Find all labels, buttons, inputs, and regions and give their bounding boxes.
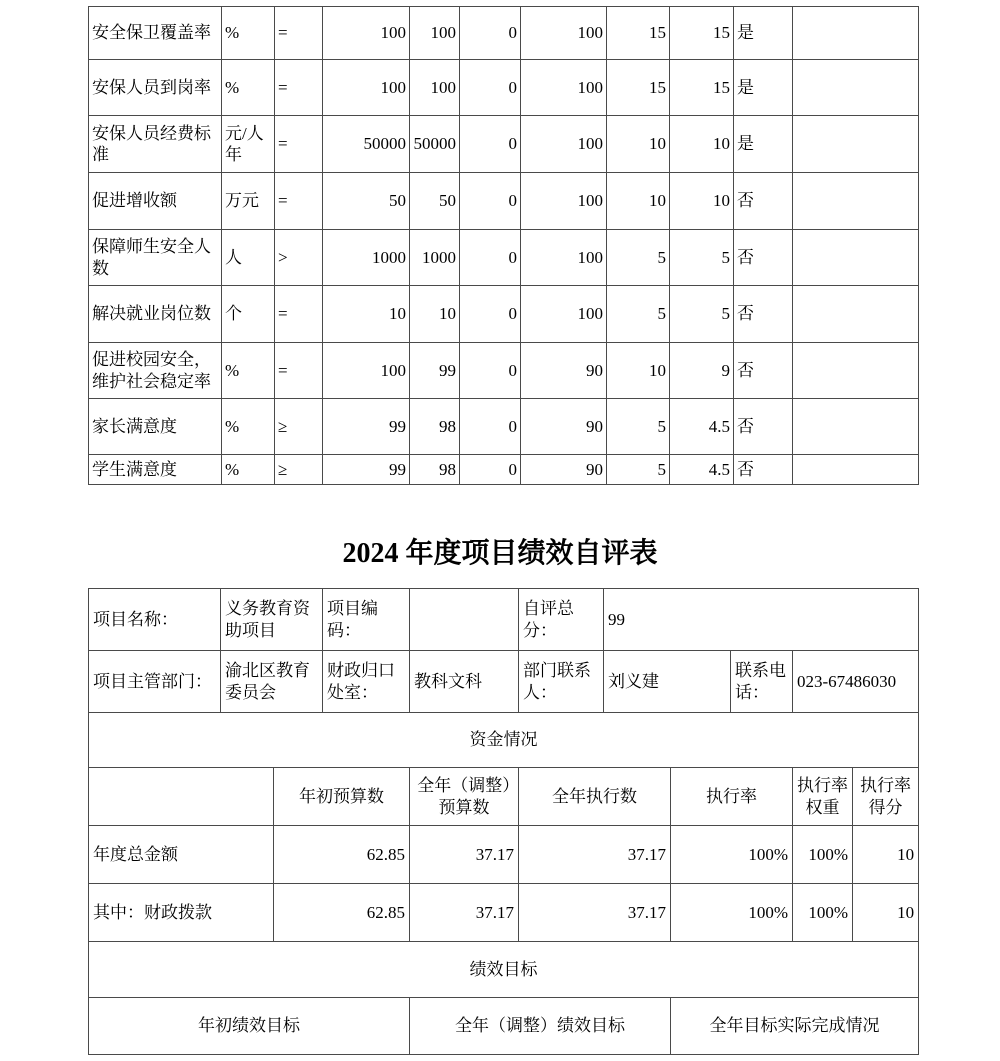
indicator-cell: 否: [734, 286, 793, 343]
performance-header-initial: 年初绩效目标: [89, 998, 410, 1055]
indicator-cell: 15: [670, 7, 734, 60]
indicator-cell: [793, 230, 919, 286]
indicator-cell: 4.5: [670, 455, 734, 485]
indicator-row: [89, 116, 919, 173]
indicator-cell: 98: [410, 399, 460, 455]
indicator-cell: 1000: [323, 230, 410, 286]
dept-label: 项目主管部门：: [89, 651, 221, 713]
indicator-cell: 100: [410, 60, 460, 116]
funding-header-rate-weight: 执行率权重: [793, 768, 853, 826]
indicator-cell: 5: [607, 230, 670, 286]
indicator-cell: 100: [323, 7, 410, 60]
funding-header-exec-rate: 执行率: [671, 768, 793, 826]
indicator-cell: 否: [734, 455, 793, 485]
contact-label: 部门联系人：: [519, 651, 604, 713]
funding-cell: 62.85: [274, 826, 410, 884]
project-row: [89, 589, 919, 651]
funding-section-row: [89, 713, 919, 768]
funding-fiscal-row: [89, 884, 919, 942]
indicator-cell: 9: [670, 343, 734, 399]
funding-cell: 37.17: [410, 826, 519, 884]
indicator-cell: =: [275, 286, 323, 343]
contact-value: 刘义建: [604, 651, 731, 713]
funding-cell: 37.17: [519, 826, 671, 884]
dept-value: 渝北区教育委员会: [221, 651, 323, 713]
indicator-cell: 1000: [410, 230, 460, 286]
funding-cell: 37.17: [410, 884, 519, 942]
indicator-cell: 是: [734, 7, 793, 60]
funding-header-rate-score: 执行率得分: [853, 768, 919, 826]
indicator-cell: 0: [460, 116, 521, 173]
indicator-row: [89, 399, 919, 455]
indicator-cell: =: [275, 343, 323, 399]
indicator-cell: 5: [670, 286, 734, 343]
indicator-cell: 100: [410, 7, 460, 60]
indicator-row: [89, 286, 919, 343]
funding-cell: 62.85: [274, 884, 410, 942]
indicator-score-table: [88, 6, 919, 485]
phone-value: 023-67486030: [793, 651, 919, 713]
funding-cell: 100%: [793, 826, 853, 884]
finance-office-label: 财政归口处室：: [323, 651, 410, 713]
indicator-cell: 15: [607, 7, 670, 60]
indicator-cell: 90: [521, 399, 607, 455]
indicator-cell: [793, 286, 919, 343]
indicator-cell: 0: [460, 455, 521, 485]
indicator-row: [89, 60, 919, 116]
indicator-cell: 个: [222, 286, 275, 343]
funding-cell: 100%: [671, 884, 793, 942]
self-score-value: 99: [604, 589, 919, 651]
indicator-cell: 99: [323, 455, 410, 485]
indicator-row: [89, 230, 919, 286]
funding-header-initial-budget: 年初预算数: [274, 768, 410, 826]
indicator-cell: =: [275, 7, 323, 60]
indicator-cell: [793, 7, 919, 60]
indicator-cell: 安全保卫覆盖率: [89, 7, 222, 60]
indicator-cell: 0: [460, 230, 521, 286]
self-eval-table: [88, 588, 919, 1055]
dept-row: [89, 651, 919, 713]
indicator-cell: 90: [521, 343, 607, 399]
indicator-cell: 15: [607, 60, 670, 116]
indicator-cell: ≥: [275, 455, 323, 485]
indicator-cell: 安保人员经费标准: [89, 116, 222, 173]
indicator-cell: 50000: [410, 116, 460, 173]
indicator-cell: 0: [460, 286, 521, 343]
indicator-cell: 10: [323, 286, 410, 343]
indicator-cell: 促进增收额: [89, 173, 222, 230]
indicator-cell: 万元: [222, 173, 275, 230]
indicator-cell: 安保人员到岗率: [89, 60, 222, 116]
indicator-cell: 100: [323, 60, 410, 116]
performance-section-title: 绩效目标: [89, 942, 919, 998]
indicator-cell: %: [222, 7, 275, 60]
funding-cell: 37.17: [519, 884, 671, 942]
self-score-label: 自评总分：: [519, 589, 604, 651]
indicator-cell: 15: [670, 60, 734, 116]
indicator-row: [89, 455, 919, 485]
indicator-cell: 100: [323, 343, 410, 399]
indicator-cell: 5: [607, 399, 670, 455]
indicator-cell: 100: [521, 7, 607, 60]
indicator-cell: 4.5: [670, 399, 734, 455]
indicator-cell: 家长满意度: [89, 399, 222, 455]
indicator-cell: 99: [410, 343, 460, 399]
indicator-cell: 保障师生安全人数: [89, 230, 222, 286]
funding-total-row: [89, 826, 919, 884]
indicator-cell: 否: [734, 230, 793, 286]
indicator-cell: 100: [521, 173, 607, 230]
indicator-cell: [793, 60, 919, 116]
performance-section-row: [89, 942, 919, 998]
finance-office-value: 教科文科: [410, 651, 519, 713]
indicator-row: [89, 343, 919, 399]
project-name-label: 项目名称：: [89, 589, 221, 651]
indicator-cell: 元/人年: [222, 116, 275, 173]
page-title: 2024 年度项目绩效自评表: [342, 538, 658, 569]
indicator-cell: [793, 343, 919, 399]
indicator-cell: 5: [670, 230, 734, 286]
indicator-cell: 100: [521, 286, 607, 343]
indicator-cell: 90: [521, 455, 607, 485]
indicator-cell: 人: [222, 230, 275, 286]
indicator-cell: 10: [410, 286, 460, 343]
funding-row-label: 其中：财政拨款: [89, 884, 274, 942]
indicator-cell: [793, 116, 919, 173]
project-name-value: 义务教育资助项目: [221, 589, 323, 651]
indicator-cell: 促进校园安全，维护社会稳定率: [89, 343, 222, 399]
indicator-cell: 5: [607, 455, 670, 485]
indicator-cell: 50: [323, 173, 410, 230]
funding-section-title: 资金情况: [89, 713, 919, 768]
funding-cell: 10: [853, 826, 919, 884]
indicator-cell: 5: [607, 286, 670, 343]
performance-header-row: [89, 998, 919, 1055]
indicator-cell: [793, 455, 919, 485]
project-code-label: 项目编码：: [323, 589, 410, 651]
performance-header-adjusted: 全年（调整）绩效目标: [410, 998, 671, 1055]
indicator-cell: 10: [670, 116, 734, 173]
indicator-cell: =: [275, 173, 323, 230]
indicator-cell: 是: [734, 60, 793, 116]
funding-header-executed: 全年执行数: [519, 768, 671, 826]
funding-header-adjusted-budget: 全年（调整）预算数: [410, 768, 519, 826]
indicator-cell: [793, 173, 919, 230]
indicator-cell: 10: [607, 173, 670, 230]
indicator-cell: 100: [521, 60, 607, 116]
indicator-cell: 50000: [323, 116, 410, 173]
indicator-cell: >: [275, 230, 323, 286]
indicator-cell: [793, 399, 919, 455]
indicator-cell: =: [275, 116, 323, 173]
performance-header-actual: 全年目标实际完成情况: [671, 998, 919, 1055]
project-code-value: [410, 589, 519, 651]
indicator-cell: 是: [734, 116, 793, 173]
indicator-cell: %: [222, 455, 275, 485]
funding-header-row: [89, 768, 919, 826]
indicator-cell: 0: [460, 343, 521, 399]
funding-row-label: 年度总金额: [89, 826, 274, 884]
indicator-cell: ≥: [275, 399, 323, 455]
funding-cell: 10: [853, 884, 919, 942]
indicator-cell: 10: [670, 173, 734, 230]
indicator-cell: 0: [460, 60, 521, 116]
indicator-cell: 0: [460, 173, 521, 230]
indicator-cell: 99: [323, 399, 410, 455]
indicator-cell: 解决就业岗位数: [89, 286, 222, 343]
indicator-cell: 0: [460, 399, 521, 455]
funding-header-blank: [89, 768, 274, 826]
indicator-cell: 学生满意度: [89, 455, 222, 485]
indicator-cell: 0: [460, 7, 521, 60]
funding-cell: 100%: [793, 884, 853, 942]
indicator-cell: %: [222, 343, 275, 399]
indicator-row: [89, 173, 919, 230]
indicator-cell: =: [275, 60, 323, 116]
indicator-cell: 50: [410, 173, 460, 230]
indicator-cell: %: [222, 399, 275, 455]
indicator-cell: 98: [410, 455, 460, 485]
indicator-cell: 否: [734, 343, 793, 399]
indicator-cell: 10: [607, 343, 670, 399]
phone-label: 联系电话：: [731, 651, 793, 713]
indicator-cell: 100: [521, 116, 607, 173]
indicator-cell: 否: [734, 399, 793, 455]
indicator-cell: 否: [734, 173, 793, 230]
indicator-row: [89, 7, 919, 60]
indicator-cell: 100: [521, 230, 607, 286]
funding-cell: 100%: [671, 826, 793, 884]
indicator-cell: 10: [607, 116, 670, 173]
indicator-cell: %: [222, 60, 275, 116]
